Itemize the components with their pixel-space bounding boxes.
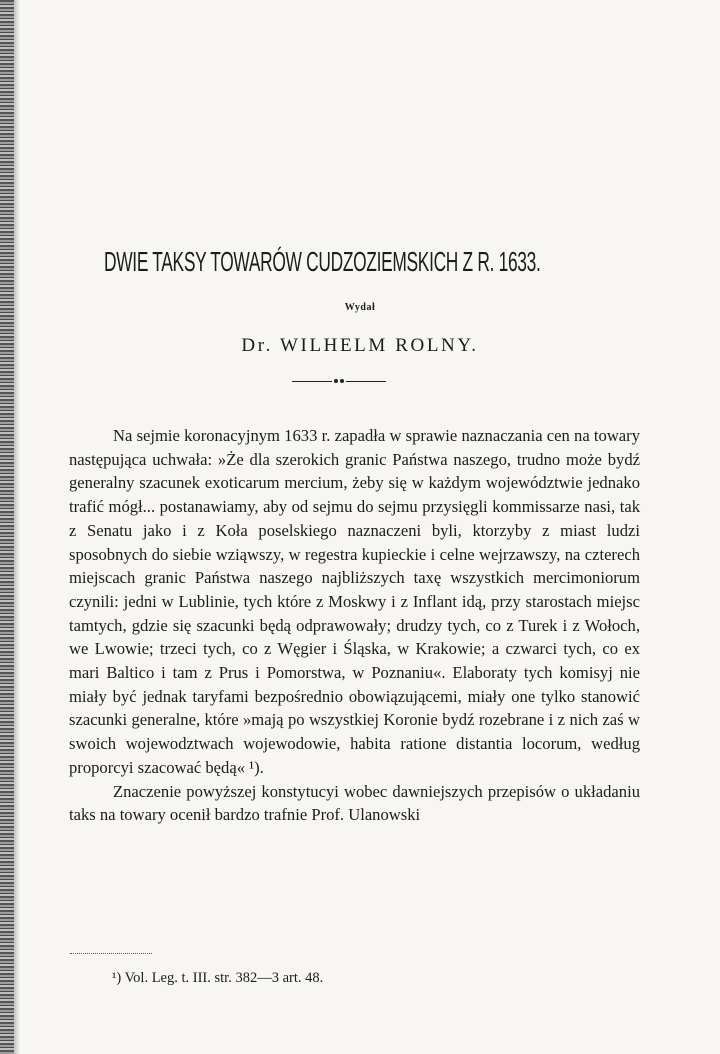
paragraph: Znaczenie powyższej konstytucyi wobec dawniejszych przepisów o układaniu taks na towary ocenił bardzo trafnie Prof. Ulanowski — [69, 781, 640, 825]
author-name: Dr. WILHELM ROLNY. — [241, 335, 479, 356]
article-title: DWIE TAKSY TOWARÓW CUDZOZIEMSKICH Z R. 1633. — [104, 246, 541, 277]
paragraph: Na sejmie koronacyjnym 1633 r. zapadła w sprawie naznaczania cen na towary następująca uchwała: »Że dla szerokich granic Państwa naszego, trudno może bydź generalny szacunek exoticarum mercium, żeby się w każdym województwie jednako trafić mógł... postanawiamy, aby od sejmu do sejmu przysięgli kommissarze nasi, tak z Senatu jako i z Koła poselskiego naznaczeni byli, ktorzyby z miast ludzi sposobnych do siebie wziąwszy, w regestra kupieckie i celne wejrzawszy, na czterech miejscach granic Państwa naszego najbliższych taxę wszystkich mercimoniorum czynili: jedni w Lublinie, tych które z Moskwy i z Inflant idą, przy starostach miejsc tamtych, gdzie się szacunki będą odprawowały; drudzy tych, co z Turek i z Wołoch, we Lwowie; trzeci tych, co z Węgier i Śląska, w Krakowie; a czwarci tych, co ex mari Baltico i tam z Prus i Pomorstwa, w Poznaniu«. Elaboraty tych komisyj nie miały być jednak taryfami bezpośrednio obowiązującemi, miały one tylko stanowić szacunki generalne, które »mają po wszystkiej Koronie bydź rozebrane i z nich zaś w swoich wojewodztwach wojewodowie, habita ratione distantia locorum, według proporcyi szacować będą« ¹). — [69, 426, 640, 777]
title-ornament — [292, 380, 386, 384]
footnote-text: Vol. Leg. t. III. str. 382—3 art. 48. — [124, 970, 324, 986]
footnote-separator — [70, 953, 152, 955]
editor-label: Wydał — [344, 302, 376, 313]
footnote-marker: ¹) — [112, 970, 122, 986]
body-text — [69, 424, 640, 827]
binding-edge — [0, 0, 14, 1054]
footnote — [112, 970, 323, 987]
